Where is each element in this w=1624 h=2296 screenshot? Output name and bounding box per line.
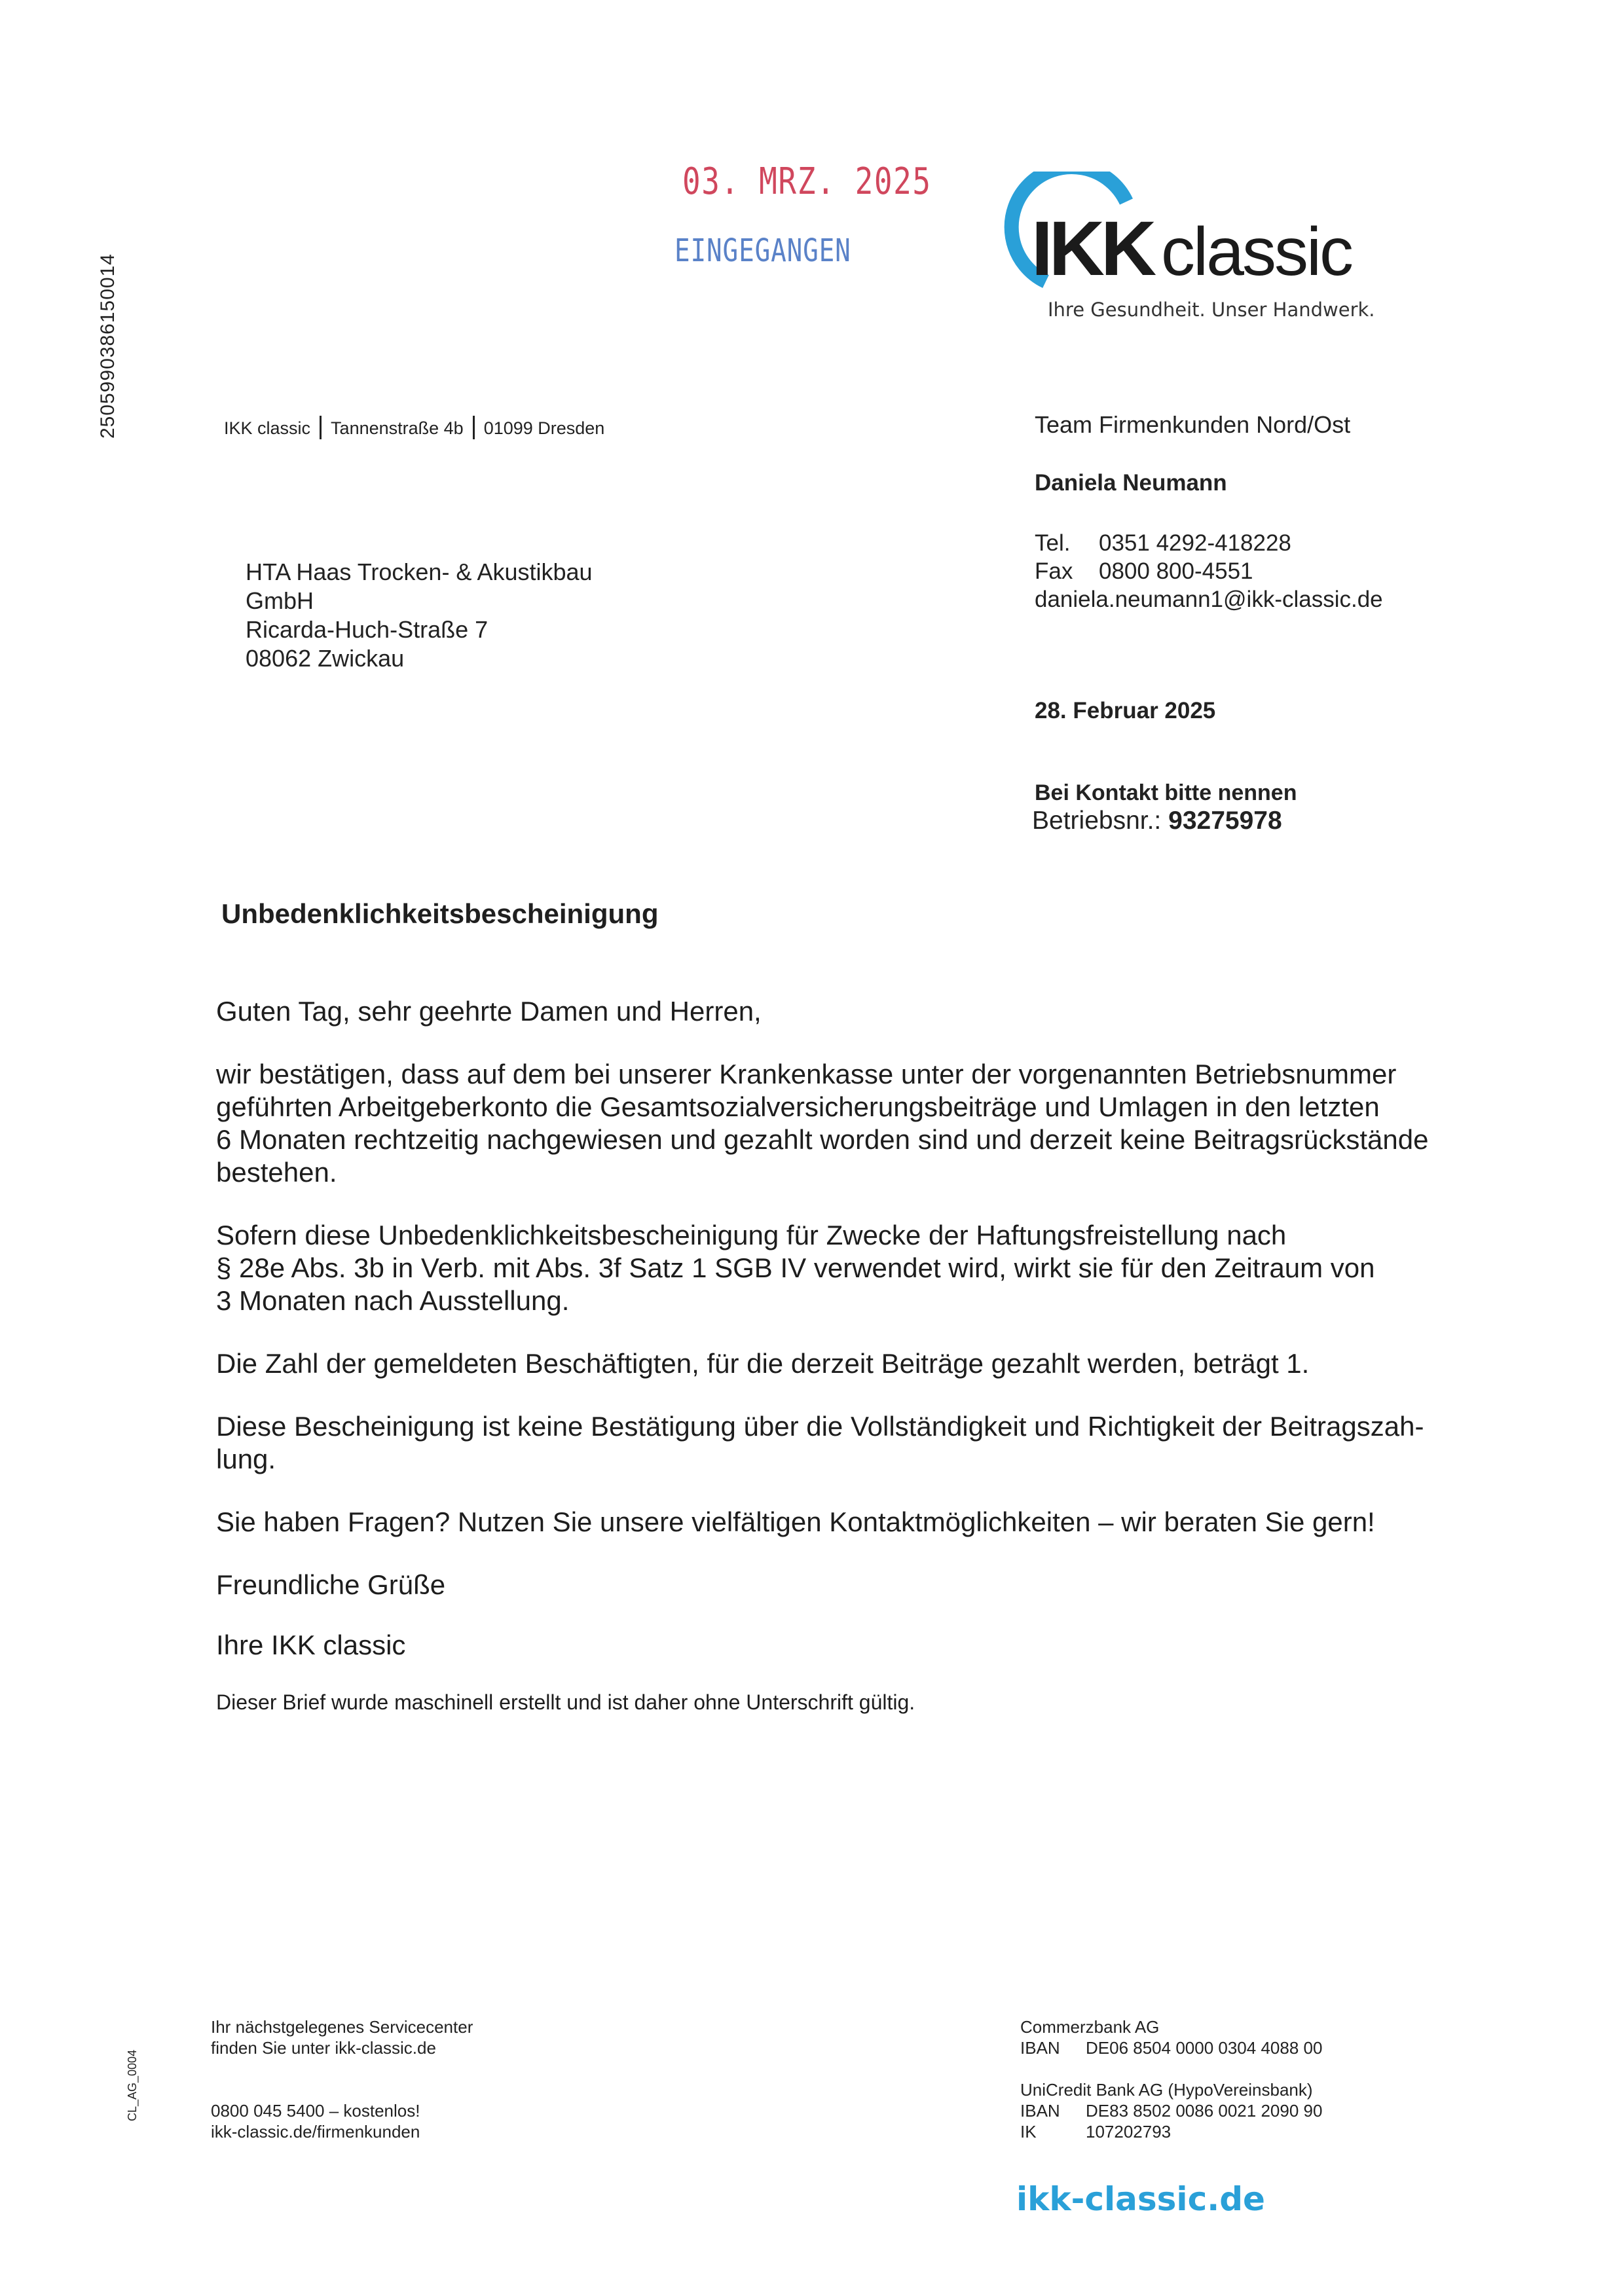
sender-name: IKK classic: [224, 418, 311, 438]
paragraph-disclaimer: [216, 1410, 1513, 1476]
footer-web: ikk-classic.de/firmenkunden: [211, 2122, 420, 2141]
footer-servicecenter: [211, 2016, 473, 2058]
footer-phone: 0800 045 5400 – kostenlos!: [211, 2101, 420, 2121]
footer-line: Ihr nächstgelegenes Servicecenter: [211, 2017, 473, 2037]
letter-body: [216, 995, 1513, 1745]
signoff: Ihre IKK classic: [216, 1630, 406, 1660]
reference-note: Bei Kontakt bitte nennen: [1035, 780, 1297, 805]
logo-tagline: Ihre Gesundheit. Unser Handwerk.: [1048, 299, 1375, 321]
iban-label: IBAN: [1020, 2101, 1060, 2121]
body-line: wir bestätigen, dass auf dem bei unserer Krankenkasse unter der vorgenannten Betriebsnummer: [216, 1059, 1397, 1089]
paragraph-liability: [216, 1219, 1513, 1317]
sender-address-line: [224, 416, 604, 439]
logo-brand-light: classic: [1161, 214, 1352, 289]
machine-generated-note: Dieser Brief wurde maschinell erstellt und ist daher ohne Unterschrift gültig.: [216, 1690, 915, 1714]
form-code: CL_AG_0004: [126, 2049, 139, 2121]
tel-label: Tel.: [1035, 530, 1071, 556]
footer-contact: [211, 2100, 420, 2142]
reference-number-value: 93275978: [1168, 807, 1282, 835]
body-line: geführten Arbeitgeberkonto die Gesamtsozialversicherungsbeiträge und Umlagen in den letzten: [216, 1091, 1380, 1122]
footer-line: finden Sie unter ikk-classic.de: [211, 2038, 436, 2058]
paragraph-questions: Sie haben Fragen? Nutzen Sie unsere vielfältigen Kontaktmöglichkeiten – wir beraten Sie gern!: [216, 1506, 1375, 1537]
separator: [320, 416, 322, 439]
iban-value: DE83 8502 0086 0021 2090 90: [1086, 2101, 1323, 2121]
recipient-line: HTA Haas Trocken- & Akustikbau: [246, 558, 593, 585]
recipient-line: 08062 Zwickau: [246, 645, 405, 672]
received-stamp-date: 03. MRZ. 2025: [682, 160, 932, 203]
bank-name: UniCredit Bank AG (HypoVereinsbank): [1020, 2080, 1313, 2100]
ik-value: 107202793: [1086, 2122, 1172, 2141]
paragraph-employees: Die Zahl der gemeldeten Beschäftigten, für die derzeit Beiträge gezahlt werden, beträgt 1.: [216, 1348, 1310, 1379]
greeting: Guten Tag, sehr geehrte Damen und Herren,: [216, 996, 762, 1027]
logo-arc-icon: [992, 172, 1359, 289]
fax-number: 0800 800-4551: [1099, 558, 1253, 584]
iban-value: DE06 8504 0000 0304 4088 00: [1086, 2038, 1323, 2058]
tel-number: 0351 4292-418228: [1099, 530, 1291, 556]
ik-label: IK: [1020, 2122, 1037, 2141]
letter-date: 28. Februar 2025: [1035, 698, 1216, 723]
contact-email: daniela.neumann1@ikk-classic.de: [1035, 587, 1383, 612]
contact-team: Team Firmenkunden Nord/Ost: [1035, 411, 1351, 438]
paragraph-confirmation: [216, 1058, 1513, 1189]
body-line: 6 Monaten rechtzeitig nachgewiesen und gezahlt worden sind und derzeit keine Beitragsrückstände: [216, 1124, 1429, 1155]
sender-city: 01099 Dresden: [483, 418, 605, 438]
recipient-address: [246, 558, 593, 673]
separator: [473, 416, 475, 439]
recipient-line: Ricarda-Huch-Straße 7: [246, 616, 489, 643]
body-line: Sofern diese Unbedenklichkeitsbescheinigung für Zwecke der Haftungsfreistellung nach: [216, 1220, 1287, 1250]
logo-brand-bold: IKK: [1031, 206, 1153, 289]
contact-details: [1035, 529, 1383, 613]
footer-bank-2: [1020, 2079, 1322, 2142]
document-number: 2505990386150014: [97, 253, 119, 439]
reference-number: [1032, 807, 1282, 835]
recipient-line: GmbH: [246, 587, 314, 614]
ikk-classic-logo: [992, 172, 1359, 289]
iban-label: IBAN: [1020, 2038, 1060, 2058]
body-line: lung.: [216, 1444, 276, 1474]
body-line: bestehen.: [216, 1157, 337, 1188]
received-stamp-status: EINGEGANGEN: [674, 232, 851, 269]
closing: Freundliche Grüße: [216, 1569, 446, 1600]
footer-bank-1: [1020, 2016, 1322, 2058]
fax-label: Fax: [1035, 558, 1073, 584]
body-line: Diese Bescheinigung ist keine Bestätigung über die Vollständigkeit und Richtigkeit der Beitragszah-: [216, 1411, 1424, 1442]
reference-number-label: Betriebsnr.:: [1032, 807, 1162, 835]
body-line: § 28e Abs. 3b in Verb. mit Abs. 3f Satz 1 SGB IV verwendet wird, wirkt sie für den Zeitraum von: [216, 1252, 1375, 1283]
contact-person: Daniela Neumann: [1035, 470, 1227, 496]
letter-subject: Unbedenklichkeitsbescheinigung: [221, 898, 659, 929]
footer-website: ikk-classic.de: [1016, 2180, 1265, 2218]
bank-name: Commerzbank AG: [1020, 2017, 1160, 2037]
sender-street: Tannenstraße 4b: [331, 418, 464, 438]
body-line: 3 Monaten nach Ausstellung.: [216, 1285, 570, 1316]
